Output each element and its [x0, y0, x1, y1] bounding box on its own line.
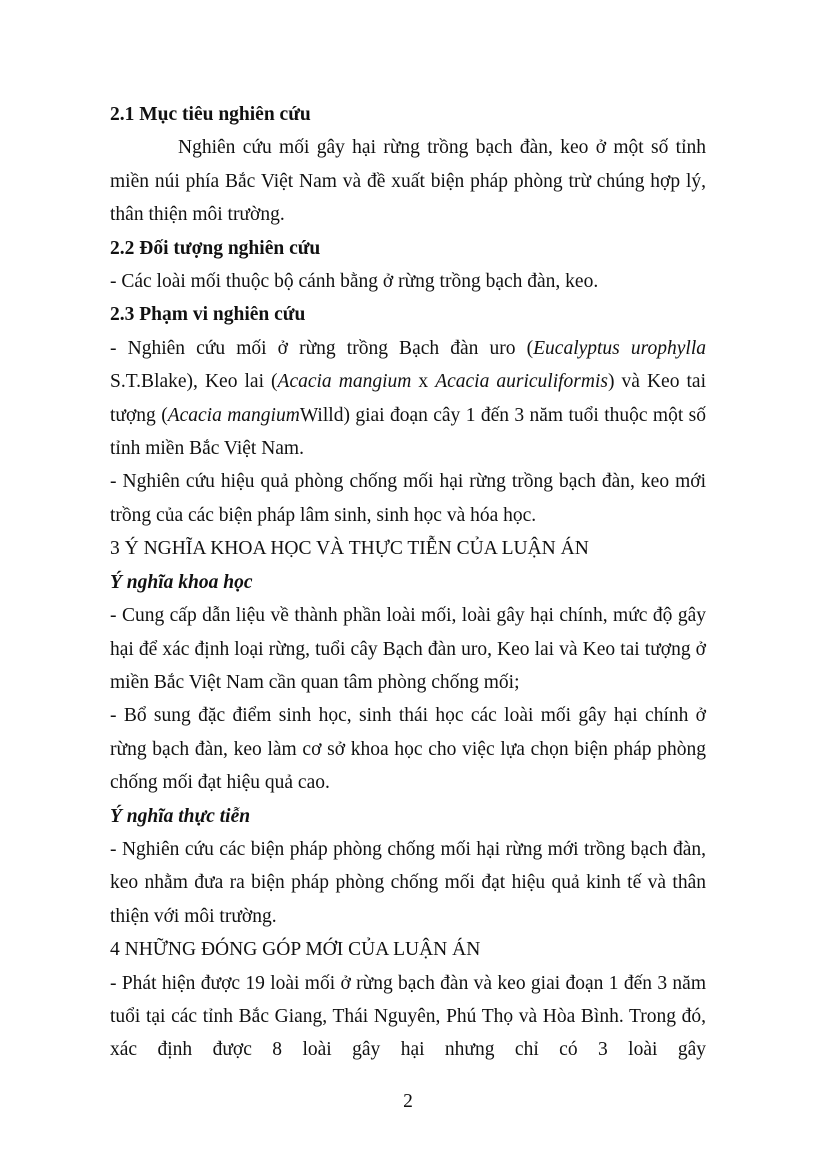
paragraph-scope-1: [110, 332, 706, 466]
scope-text-1: - Nghiên cứu mối ở rừng trồng Bạch đàn uro (: [110, 337, 534, 359]
paragraph-objectives: Nghiên cứu mối gây hại rừng trồng bạch đàn, keo ở một số tỉnh miền núi phía Bắc Việt Nam và đề xuất biện pháp phòng trừ chúng hợp lý, thân thiện môi trường.: [110, 137, 706, 226]
paragraph-practical-1: - Nghiên cứu các biện pháp phòng chống mối hại rừng mới trồng bạch đàn, keo nhằm đưa ra biện pháp phòng chống mối đạt hiệu quả kinh tế và thân thiện với môi trường.: [110, 838, 706, 927]
heading-2-1: 2.1 Mục tiêu nghiên cứu: [110, 104, 311, 125]
species-acacia-auriculiformis: Acacia auriculiformis: [435, 371, 608, 393]
page-number: 2: [403, 1091, 413, 1112]
heading-4: 4 NHỮNG ĐÓNG GÓP MỚI CỦA LUẬN ÁN: [110, 939, 481, 961]
subheading-practical: Ý nghĩa thực tiễn: [110, 805, 251, 827]
paragraph-scientific-2: - Bổ sung đặc điểm sinh học, sinh thái học các loài mối gây hại chính ở rừng bạch đàn, keo làm cơ sở khoa học cho việc lựa chọn biện pháp phòng chống mối đạt hiệu quả cao.: [110, 705, 706, 794]
document-page: [110, 98, 706, 1067]
scope-text-3: x: [411, 371, 436, 393]
subheading-scientific: Ý nghĩa khoa học: [110, 571, 253, 593]
paragraph-subjects: - Các loài mối thuộc bộ cánh bằng ở rừng trồng bạch đàn, keo.: [110, 271, 599, 293]
scope-text-5: Willd) giai đoạn cây 1 đến 3 năm tuổi thuộc một số tỉnh miền Bắc Việt Nam.: [110, 404, 706, 460]
scope-text-2: S.T.Blake), Keo lai (: [110, 371, 278, 393]
heading-2-3: 2.3 Phạm vi nghiên cứu: [110, 304, 306, 326]
paragraph-scientific-1: - Cung cấp dẫn liệu về thành phần loài mối, loài gây hại chính, mức độ gây hại để xác định loại rừng, tuổi cây Bạch đàn uro, Keo lai và Keo tai tượng ở miền Bắc Việt Nam cần quan tâm phòng chống mối;: [110, 605, 706, 693]
species-acacia-mangium: Acacia mangium: [277, 371, 412, 393]
heading-2-2: 2.2 Đối tượng nghiên cứu: [110, 237, 321, 259]
paragraph-scope-2: - Nghiên cứu hiệu quả phòng chống mối hại rừng trồng bạch đàn, keo mới trồng của các biện pháp lâm sinh, sinh học và hóa học.: [110, 471, 706, 526]
scope-text-4: ) và Keo tai tượng (: [110, 371, 706, 426]
species-acacia-mangium-willd: Acacia mangium: [167, 404, 300, 426]
species-eucalyptus: Eucalyptus urophylla: [533, 337, 706, 359]
paragraph-contributions-1: - Phát hiện được 19 loài mối ở rừng bạch đàn và keo giai đoạn 1 đến 3 năm tuổi tại các tỉnh Bắc Giang, Thái Nguyên, Phú Thọ và Hòa Bình. Trong đó, xác định được 8 loài gây hại nhưng chỉ có 3 loài gây: [110, 972, 706, 1061]
heading-3: 3 Ý NGHĨA KHOA HỌC VÀ THỰC TIỄN CỦA LUẬN ÁN: [110, 538, 589, 560]
